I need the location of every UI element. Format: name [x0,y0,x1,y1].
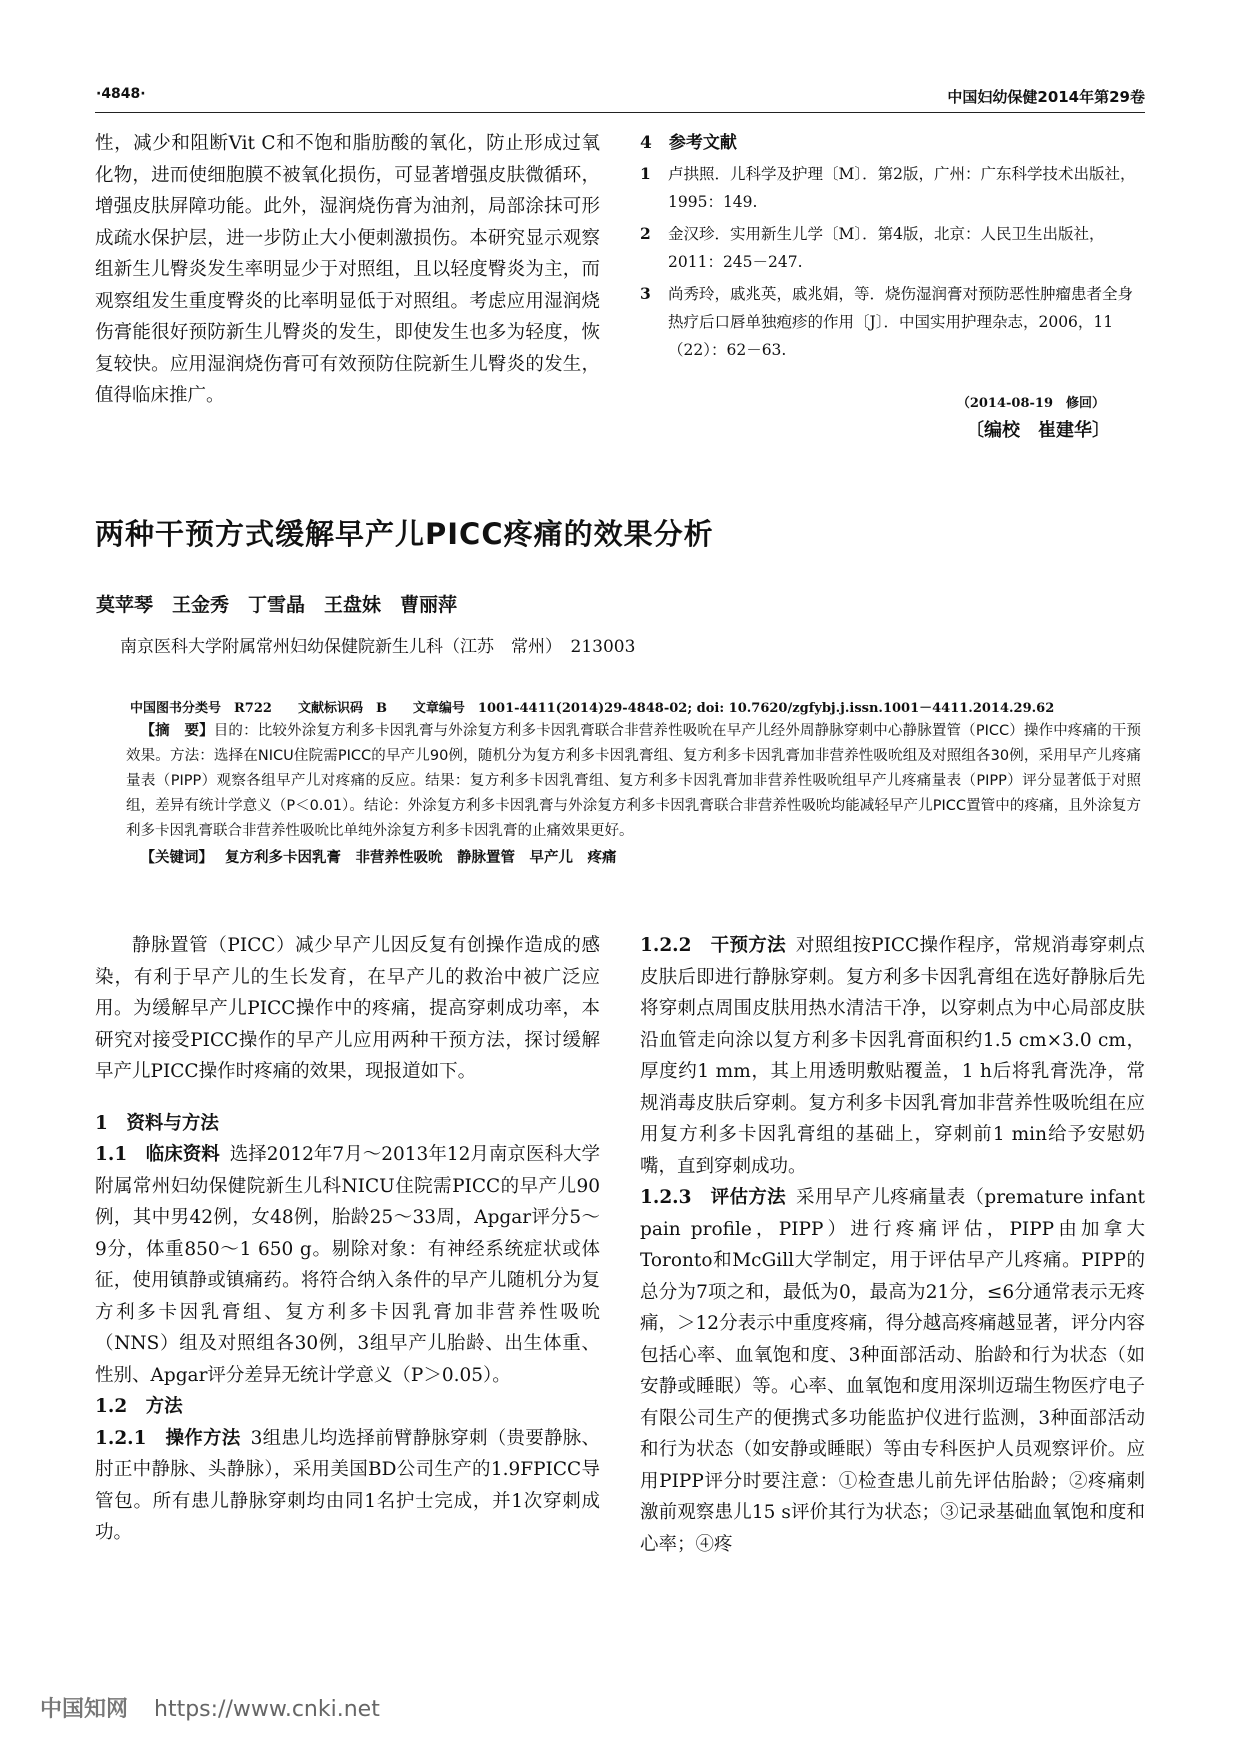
reference-item: 3 尚秀玲，戚兆英，戚兆娟，等．烧伤湿润膏对预防恶性肿瘤患者全身热疗后口唇单独疱疹的作用〔J〕．中国实用护理杂志，2006，11（22）：62－63. [640,283,1134,359]
subsection-heading: 1.2 方法 [95,1396,183,1417]
keywords-text: 复方利多卡因乳膏 非营养性吸吮 静脉置管 早产儿 疼痛 [225,850,617,866]
reference-list [640,160,1145,364]
cnki-url[interactable]: https://www.cnki.net [154,1697,380,1722]
subsection-heading: 1.2.1 操作方法 [95,1427,241,1449]
reference-item: 1 卢拱照．儿科学及护理〔M〕．第2版，广州：广东科学技术出版社，1995：149. [640,163,1136,211]
prev-article-left-column [95,128,600,412]
classification-meta: 中国图书分类号 R722 文献标识码 B 文章编号 1001-4411(2014)29-4848-02; doi: 10.7620/zgfybj.j.issn.1001－4411.2014.29.62 [130,701,1055,716]
prev-article-references [640,128,1145,368]
subsection-heading: 1.1 临床资料 [95,1144,220,1165]
subsection-heading: 1.2.3 评估方法 [640,1187,787,1208]
subsection-text: 采用早产儿疼痛量表（premature infant pain profile，PIPP）进行疼痛评估，PIPP由加拿大Toronto和McGill大学制定，用于评估早产儿疼痛。PIPP的总分为7项之和，最低为0，最高为21分，≤6分通常表示无疼痛，＞12分表示中重度疼痛，得分越高疼痛越显著，评分内容包括心率、血氧饱和度、3种面部活动、胎龄和行为状态（如安静或睡眠）等。心率、血氧饱和度用深圳迈瑞生物医疗电子有限公司生产的便携式多功能监护仪进行监测，3种面部活动和行为状态（如安静或睡眠）等由专科医护人员观察评价。应用PIPP评分时要注意：①检查患儿前先评估胎龄；②疼痛刺激前观察患儿15 s评价其行为状态；③记录基础血氧饱和度和心率；④疼 [640,1187,1145,1555]
abstract-label: 【摘 要】 [140,723,214,739]
body-left-column [95,930,600,1549]
article-title: 两种干预方式缓解早产儿PICC疼痛的效果分析 [95,517,714,551]
header-rule [95,112,1145,113]
prev-article-paragraph: 性，减少和阻断Vit C和不饱和脂肪酸的氧化，防止形成过氧化物，进而使细胞膜不被氧化损伤，可显著增强皮肤微循环，增强皮肤屏障功能。此外，湿润烧伤膏为油剂，局部涂抹可形成疏水保护层，进一步防止大小便刺激损伤。本研究显示观察组新生儿臀炎发生率明显少于对照组，且以轻度臀炎为主，而观察组发生重度臀炎的比率明显低于对照组。考虑应用湿润烧伤膏能很好预防新生儿臀炎的发生，即使发生也多为轻度，恢复较快。应用湿润烧伤膏可有效预防住院新生儿臀炎的发生，值得临床推广。 [95,133,600,406]
subsection-heading: 1.2.2 干预方法 [640,935,786,956]
subsection-text: 对照组按PICC操作程序，常规消毒穿刺点皮肤后即进行静脉穿刺。复方利多卡因乳膏组在选好静脉后先将穿刺点周围皮肤用热水清洁干净，以穿刺点为中心局部皮肤沿血管走向涂以复方利多卡因乳膏面积约1.5 cm×3.0 cm，厚度约1 mm，其上用透明敷贴覆盖，1 h后将乳膏洗净，常规消毒皮肤后穿刺。复方利多卡因乳膏加非营养性吸吮组在应用复方利多卡因乳膏组的基础上，穿刺前1 min给予安慰奶嘴，直到穿刺成功。 [640,935,1145,1177]
page-number: ·4848· [96,86,146,102]
author-list: 莫苹琴 王金秀 丁雪晶 王盘妹 曹丽萍 [96,594,458,616]
references-heading: 4 参考文献 [640,133,737,153]
body-right-column [640,930,1145,1560]
abstract-text: 目的：比较外涂复方利多卡因乳膏与外涂复方利多卡因乳膏联合非营养性吸吮在早产儿经外周静脉穿刺中心静脉置管（PICC）操作中疼痛的干预效果。方法：选择在NICU住院需PICC的早产儿90例，随机分为复方利多卡因乳膏组、复方利多卡因乳膏加非营养性吸吮组及对照组各30例，采用早产儿疼痛量表（PIPP）观察各组早产儿对疼痛的反应。结果：复方利多卡因乳膏组、复方利多卡因乳膏加非营养性吸吮组早产儿疼痛量表（PIPP）评分显著低于对照组，差异有统计学意义（P＜0.01）。结论：外涂复方利多卡因乳膏与外涂复方利多卡因乳膏联合非营养性吸吮均能减轻早产儿PICC置管中的疼痛，且外涂复方利多卡因乳膏联合非营养性吸吮比单纯外涂复方利多卡因乳膏的止痛效果更好。 [126,723,1142,839]
author-affiliation: 南京医科大学附属常州妇幼保健院新生儿科（江苏 常州） 213003 [120,637,636,657]
reference-item: 2 金汉珍．实用新生儿学〔M〕．第4版，北京：人民卫生出版社，2011：245－247. [640,223,1105,271]
received-date: （2014-08-19 修回） [956,396,1105,411]
abstract-block [126,719,1141,871]
intro-paragraph: 静脉置管（PICC）减少早产儿因反复有创操作造成的感染，有利于早产儿的生长发育，在早产儿的救治中被广泛应用。为缓解早产儿PICC操作中的疼痛，提高穿刺成功率，本研究对接受PICC操作的早产儿应用两种干预方法，探讨缓解早产儿PICC操作时疼痛的效果，现报道如下。 [95,935,600,1082]
keywords-label: 【关键词】 [140,850,213,866]
editor-credit: 〔编校 崔建华〕 [966,420,1110,441]
subsection-text: 选择2012年7月～2013年12月南京医科大学附属常州妇幼保健院新生儿科NICU住院需PICC的早产儿90例，其中男42例，女48例，胎龄25～33周，Apgar评分5～9分，体重850～1 650 g。剔除对象：有神经系统症状或体征，使用镇静或镇痛药。将符合纳入条件的早产儿随机分为复方利多卡因乳膏组、复方利多卡因乳膏加非营养性吸吮（NNS）组及对照组各30例，3组早产儿胎龄、出生体重、性别、Apgar评分差异无统计学意义（P＞0.05）。 [95,1144,600,1386]
cnki-logo: 中国知网 [40,1697,129,1722]
journal-header: 中国妇幼保健2014年第29卷 [947,88,1145,106]
subsection-text: 3组患儿均选择前臂静脉穿刺（贵要静脉、肘正中静脉、头静脉），采用美国BD公司生产的1.9FPICC导管包。所有患儿静脉穿刺均由同1名护士完成，并1次穿刺成功。 [95,1427,600,1543]
cnki-watermark [40,1692,380,1723]
section-heading: 1 资料与方法 [95,1112,219,1134]
